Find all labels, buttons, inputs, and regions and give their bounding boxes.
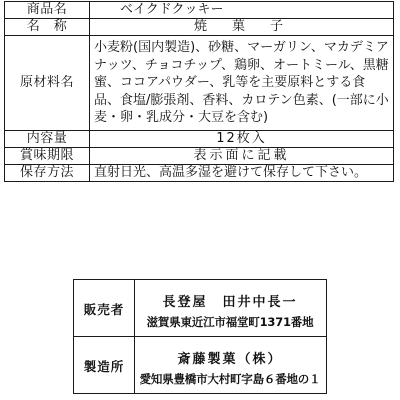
seller-address: 滋賀県東近江市福堂町1371番地 — [146, 315, 314, 329]
ingredients-value: 小麦粉(国内製造)、砂糖、マーガリン、マカデミアナッツ、チョコチップ、鶏卵、オートミール、黒糖蜜、ココアパウダー、乳等を主要原料とする食品、食塩/膨張剤、香料、カロテン色素、(一部に小麦・卵・乳成分・大豆を含む) — [90, 36, 394, 131]
storage-key: 保存方法 — [5, 165, 90, 182]
ingredients-key: 原材料名 — [5, 36, 90, 131]
product-name-value: ベイクドクッキー — [90, 2, 394, 19]
contents-value: 12枚入 — [90, 131, 394, 148]
best-before-value: 表示面に記載 — [90, 148, 394, 165]
seller-name: 長登屋 田井中長一 — [162, 295, 298, 310]
maker-box — [73, 279, 327, 394]
row-category-name — [5, 19, 394, 36]
manufacturer-name: 斎藤製菓（株） — [177, 352, 283, 367]
category-name-value: 焼 菓 子 — [90, 19, 394, 36]
row-contents — [5, 131, 394, 148]
maker-divider-horizontal — [74, 336, 326, 337]
product-name-key: 商品名 — [5, 2, 90, 19]
row-best-before — [5, 148, 394, 165]
storage-value: 直射日光、高温多湿を避けて保存して下さい。 — [90, 165, 394, 182]
row-storage — [5, 165, 394, 182]
manufacturer-label: 製造所 — [83, 359, 125, 374]
contents-key: 内容量 — [5, 131, 90, 148]
manufacturer-address: 愛知県豊橋市大村町字島６番地の１ — [139, 372, 321, 386]
seller-label: 販売者 — [83, 302, 125, 317]
food-label-table — [4, 1, 394, 182]
row-product-name — [5, 2, 394, 19]
best-before-key: 賞味期限 — [5, 148, 90, 165]
category-name-key: 名 称 — [5, 19, 90, 36]
row-ingredients — [5, 36, 394, 131]
